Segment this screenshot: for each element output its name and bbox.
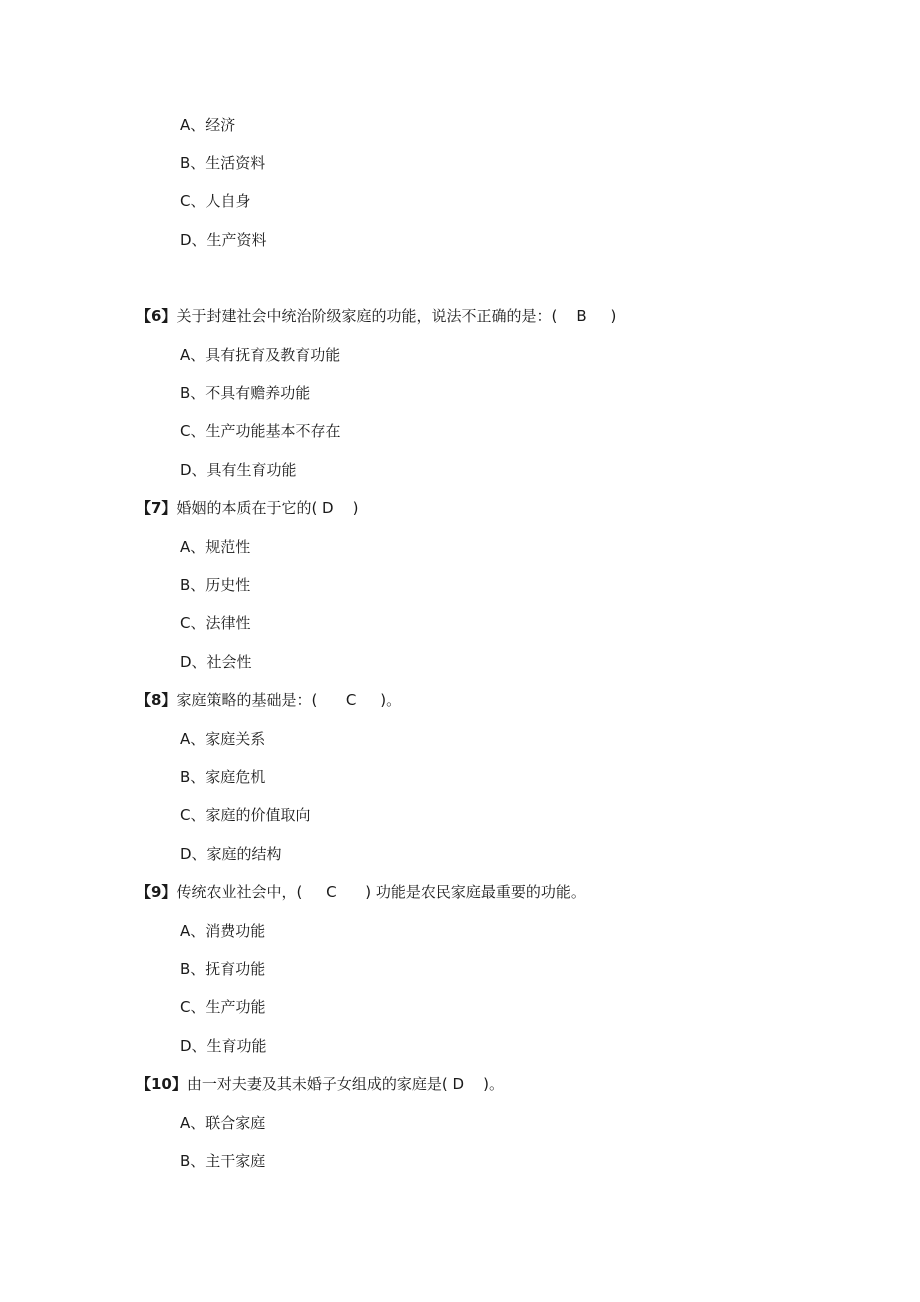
option-item: B、家庭危机 [180,768,266,786]
option-item: A、家庭关系 [180,730,266,748]
option-item: A、经济 [180,116,236,134]
option-item: D、具有生育功能 [180,461,297,479]
option-item: C、人自身 [180,192,251,210]
question-text: 关于封建社会中统治阶级家庭的功能，说法不正确的是：( B ) [176,307,617,325]
option-item: B、抚育功能 [180,960,266,978]
question-7 [136,498,359,518]
option-item: A、具有抚育及教育功能 [180,346,341,364]
option-item: D、生产资料 [180,231,267,249]
question-9 [136,882,586,902]
option-item: D、家庭的结构 [180,845,282,863]
option-item: A、联合家庭 [180,1114,266,1132]
option-item: C、家庭的价值取向 [180,806,311,824]
question-number: 【7】 [136,499,177,517]
question-text: 婚姻的本质在于它的( D ) [176,499,359,517]
option-item: B、生活资料 [180,154,266,172]
question-number: 【6】 [136,307,177,325]
question-text: 家庭策略的基础是：( C )。 [176,691,402,709]
question-text: 传统农业社会中，( C ) 功能是农民家庭最重要的功能。 [176,883,586,901]
option-item: A、消费功能 [180,922,266,940]
option-item: B、主干家庭 [180,1152,266,1170]
option-item: B、历史性 [180,576,251,594]
question-6 [136,306,616,326]
question-10 [136,1074,504,1094]
option-item: A、规范性 [180,538,251,556]
option-item: C、生产功能基本不存在 [180,422,341,440]
question-number: 【10】 [136,1075,187,1093]
option-item: D、社会性 [180,653,252,671]
question-number: 【8】 [136,691,177,709]
question-text: 由一对夫妻及其未婚子女组成的家庭是( D )。 [186,1075,504,1093]
question-8 [136,690,401,710]
option-item: C、法律性 [180,614,251,632]
question-number: 【9】 [136,883,177,901]
option-item: B、不具有赡养功能 [180,384,311,402]
option-item: C、生产功能 [180,998,266,1016]
option-item: D、生育功能 [180,1037,267,1055]
